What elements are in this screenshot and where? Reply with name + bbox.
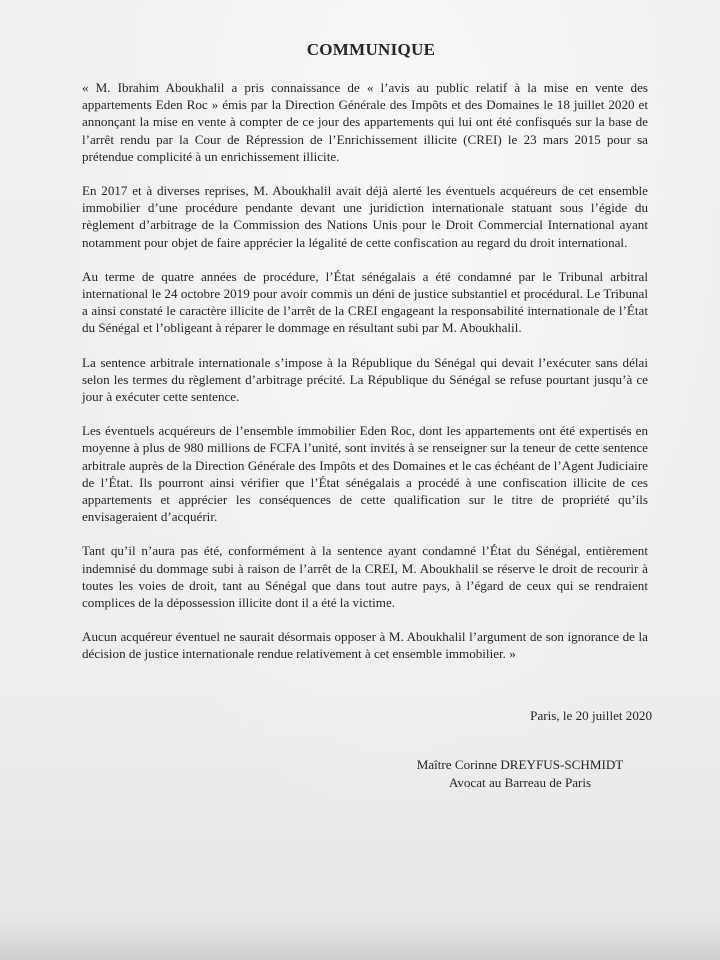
signature-block — [380, 756, 660, 791]
paragraph-7: Aucun acquéreur éventuel ne saurait désormais opposer à M. Aboukhalil l’argument de son ignorance de la décision de justice internationale rendue relativement à cet ensemble immobilier. » — [82, 629, 648, 662]
page-shadow — [0, 920, 720, 960]
document-body — [82, 40, 648, 680]
paragraph-1: « M. Ibrahim Aboukhalil a pris connaissance de « l’avis au public relatif à la mise en vente des appartements Eden Roc » émis par la Direction Générale des Impôts et des Domaines le 18 juillet 2020 et annonçant la mise en vente à compter de ce jour des appartements qui lui ont été confisqués sur la base de l’arrêt rendu par la Cour de Répression de l’Enrichissement illicite (CREI) le 23 mars 2015 pour sa prétendue complicité à un enrichissement illicite. — [82, 80, 648, 164]
paragraph-5: Les éventuels acquéreurs de l’ensemble immobilier Eden Roc, dont les appartements ont été expertisés en moyenne à plus de 980 millions de FCFA l’unité, sont invités à se renseigner sur la teneur de cette sentence arbitrale auprès de la Direction Générale des Impôts et des Domaines et le cas échéant de l’Agent Judiciaire de l’État. Ils pourront ainsi vérifier que l’État sénégalais a procédé à une confiscation illicite de ces appartements et apprécier les conséquences de cette qualification sur le titre de propriété qu’ils envisageraient d’acquérir. — [82, 423, 648, 525]
document-title: COMMUNIQUE — [306, 40, 436, 59]
paragraph-4: La sentence arbitrale internationale s’impose à la République du Sénégal qui devait l’exécuter sans délai selon les termes du règlement d’arbitrage précité. La République du Sénégal se refuse pourtant jusqu’à ce jour à exécuter cette sentence. — [82, 354, 648, 405]
date-line: Paris, le 20 juillet 2020 — [530, 708, 652, 723]
paragraph-2: En 2017 et à diverses reprises, M. Aboukhalil avait déjà alerté les éventuels acquéreurs de cet ensemble immobilier d’une procédure pendante devant une juridiction internationale statuant sous l’égide du règlement d’arbitrage de la Commission des Nations Unis pour le Droit Commercial International ayant notamment pour objet de faire apprécier la légalité de cette confiscation au regard du droit international. — [82, 183, 648, 250]
signatory-role: Avocat au Barreau de Paris — [448, 774, 592, 790]
paragraph-6: Tant qu’il n’aura pas été, conformément à la sentence ayant condamné l’État du Sénégal, entièrement indemnisé du dommage subi à raison de l’arrêt de la CREI, M. Aboukhalil se réserve le droit de recourir à toutes les voies de droit, tant au Sénégal que dans tout autre pays, à l’égard de ceux qui se rendraient complices de la dépossession illicite dont il a été la victime. — [82, 543, 648, 611]
signatory-name: Maître Corinne DREYFUS-SCHMIDT — [416, 757, 624, 772]
paragraph-3: Au terme de quatre années de procédure, l’État sénégalais a été condamné par le Tribunal arbitral international le 24 octobre 2019 pour avoir commis un déni de justice substantiel et procédural. Le Tribunal a ainsi constaté le caractère illicite de l’arrêt de la CREI engageant la responsabilité internationale de l’État du Sénégal et l’obligeant à réparer le dommage en résultant subi par M. Aboukhalil. — [82, 268, 648, 336]
